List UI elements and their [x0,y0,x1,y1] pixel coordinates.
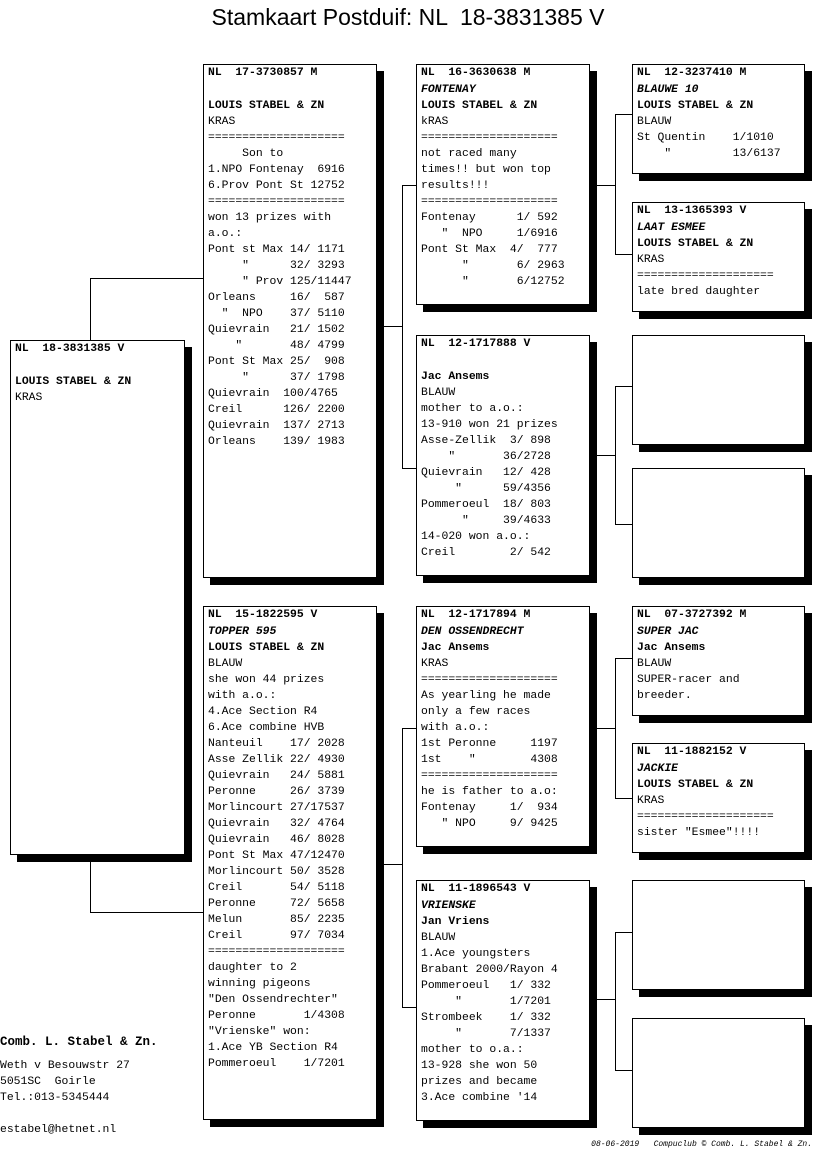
info-line: Quievrain 46/ 8028 [208,834,345,846]
owner-info [0,1034,158,1138]
connector [589,185,615,186]
info-line: Pont st Max 14/ 1171 [208,244,345,256]
pigeon-name: TOPPER 595 [208,626,277,638]
info-line: winning pigeons [208,978,311,990]
info-line: " 37/ 1798 [208,372,345,384]
info-line: he is father to a.o: [421,786,558,798]
owner-address: Weth v Besouwstr 27 [0,1060,130,1072]
info-line [208,82,376,98]
info-line: BLAUW [208,658,243,670]
breeder-name: Jac Ansems [637,642,706,654]
info-line: BLAUW [637,116,672,128]
info-line: times!! but won top [421,164,551,176]
info-line: " 36/2728 [421,451,551,463]
info-line: with a.o.: [208,690,277,702]
pigeon-name: JACKIE [637,763,679,775]
info-line: 4.Ace Section R4 [208,706,318,718]
info-line: Creil 2/ 542 [421,547,551,559]
connector [615,114,616,254]
info-line: 1st " 4308 [421,754,558,766]
info-line: 1.Ace YB Section R4 [208,1042,338,1054]
info-line: ==================== [637,270,774,282]
info-line: Pont St Max 25/ 908 [208,356,345,368]
info-line: Pommeroeul 1/ 332 [421,980,551,992]
info-line: " 7/1337 [421,1028,551,1040]
sire-sire-sire-card [632,64,805,174]
connector [402,468,417,469]
connector [615,798,633,799]
page-title: Stamkaart Postduif: NL 18-3831385 V [211,4,605,30]
sire-dam-dam-card [632,468,805,578]
info-line: 1st Peronne 1197 [421,738,558,750]
dam-dam-card [416,880,590,1121]
info-line: Peronne 26/ 3739 [208,786,345,798]
info-line: " NPO 37/ 5110 [208,308,345,320]
ring-number: NL 12-1717888 V [421,338,531,350]
ring-number: NL 15-1822595 V [208,609,318,621]
info-line: Creil 54/ 5118 [208,882,345,894]
dam-dam-dam-card [632,1018,805,1128]
pigeon-name: VRIENSKE [421,900,476,912]
info-line: " 48/ 4799 [208,340,345,352]
owner-email: estabel@hetnet.nl [0,1124,117,1136]
connector [615,658,616,798]
info-line: Quievrain 100/4765 [208,388,338,400]
info-line: 1.Ace youngsters [421,948,531,960]
dam-sire-dam-card [632,743,805,853]
ring-number: NL 13-1365393 V [637,205,747,217]
info-line: KRAS [637,254,665,266]
info-line: " NPO 1/6916 [421,228,558,240]
info-line: " 13/6137 [637,148,781,160]
connector [376,864,402,865]
info-line: ==================== [421,770,558,782]
info-line: Asse Zellik 22/ 4930 [208,754,345,766]
info-line: sister "Esmee"!!!! [637,827,761,839]
info-line: with a.o.: [421,722,490,734]
info-line: ==================== [208,196,345,208]
ring-number: NL 18-3831385 V [15,343,125,355]
info-line: she won 44 prizes [208,674,325,686]
info-line: BLAUW [637,658,672,670]
info-line: mother to o.a.: [421,1044,524,1056]
sire-dam-card [416,335,590,576]
info-line: late bred daughter [637,286,761,298]
info-line: Pont St Max 47/12470 [208,850,345,862]
owner-spacer [0,1106,158,1122]
connector [615,254,633,255]
connector [615,114,633,115]
info-line: KRAS [208,116,236,128]
info-line: Strombeek 1/ 332 [421,1012,551,1024]
info-line: mother to a.o.: [421,403,524,415]
pigeon-name: DEN OSSENDRECHT [421,626,524,638]
ring-number: NL 12-1717894 M [421,609,531,621]
info-line: Pommeroeul 1/7201 [208,1058,345,1070]
info-line: KRAS [637,795,665,807]
connector [90,856,91,912]
info-line: " NPO 9/ 9425 [421,818,558,830]
breeder-name: Jac Ansems [421,371,490,383]
ring-number: NL 07-3727392 M [637,609,747,621]
ring-number: NL 11-1882152 V [637,746,747,758]
info-line: St Quentin 1/1010 [637,132,774,144]
breeder-name: LOUIS STABEL & ZN [421,100,538,112]
info-line: "Den Ossendrechter" [208,994,338,1006]
info-line: ==================== [421,674,558,686]
info-line: prizes and became [421,1076,538,1088]
info-line: BLAUW [421,387,456,399]
dam-dam-sire-card [632,880,805,990]
info-line: Quievrain 12/ 428 [421,467,551,479]
info-line [15,358,184,374]
info-line: " 6/12752 [421,276,565,288]
info-line: a.o.: [208,228,243,240]
info-line: Peronne 1/4308 [208,1010,345,1022]
info-line: " 1/7201 [421,996,551,1008]
connector [402,185,403,468]
info-line: Fontenay 1/ 934 [421,802,558,814]
info-line: 14-020 won a.o.: [421,531,531,543]
info-line: 3.Ace combine '14 [421,1092,538,1104]
info-line: not raced many [421,148,517,160]
connector [615,932,633,933]
connector [589,999,615,1000]
connector [402,185,417,186]
pigeon-name: FONTENAY [421,84,476,96]
info-line: As yearling he made [421,690,551,702]
info-line: results!!! [421,180,490,192]
info-line: Quievrain 32/ 4764 [208,818,345,830]
info-line: " 59/4356 [421,483,551,495]
connector [589,455,615,456]
info-line: only a few races [421,706,531,718]
connector [589,728,615,729]
info-line: " 6/ 2963 [421,260,565,272]
pigeon-name: SUPER JAC [637,626,699,638]
info-line: kRAS [421,116,449,128]
subject-card [10,340,185,855]
connector [402,1007,417,1008]
ring-number: NL 16-3630638 M [421,67,531,79]
info-line: daughter to 2 [208,962,297,974]
connector [615,524,633,525]
ring-number: NL 12-3237410 M [637,67,747,79]
info-line: ==================== [208,946,345,958]
owner-city: 5051SC Goirle [0,1076,96,1088]
connector [615,932,616,1070]
info-line: Brabant 2000/Rayon 4 [421,964,558,976]
ring-number: NL 11-1896543 V [421,883,531,895]
breeder-name: LOUIS STABEL & ZN [637,100,754,112]
dam-sire-sire-card [632,606,805,716]
connector [615,658,633,659]
info-line: Pommeroeul 18/ 803 [421,499,551,511]
connector [402,728,403,1007]
breeder-name: LOUIS STABEL & ZN [637,779,754,791]
info-line [421,353,589,369]
breeder-name: Jac Ansems [421,642,490,654]
info-line: 6.Ace combine HVB [208,722,325,734]
info-line: won 13 prizes with [208,212,332,224]
info-line: 6.Prov Pont St 12752 [208,180,345,192]
owner-name: Comb. L. Stabel & Zn. [0,1035,158,1049]
breeder-name: Jan Vriens [421,916,490,928]
dam-card [203,606,377,1120]
info-line: ==================== [637,811,774,823]
connector [615,386,616,524]
info-line: Creil 126/ 2200 [208,404,345,416]
info-line: ==================== [421,132,558,144]
pigeon-name: BLAUWE 10 [637,84,699,96]
info-line: Quievrain 21/ 1502 [208,324,345,336]
breeder-name: LOUIS STABEL & ZN [637,238,754,250]
info-line: 1.NPO Fontenay 6916 [208,164,345,176]
connector [615,1070,633,1071]
dam-sire-card [416,606,590,847]
ring-number: NL 17-3730857 M [208,67,318,79]
info-line: ==================== [208,132,345,144]
info-line: "Vrienske" won: [208,1026,311,1038]
breeder-name: LOUIS STABEL & ZN [208,642,325,654]
sire-card [203,64,377,578]
breeder-name: LOUIS STABEL & ZN [15,376,132,388]
info-line: Peronne 72/ 5658 [208,898,345,910]
connector [90,912,204,913]
info-line: Morlincourt 27/17537 [208,802,345,814]
connector [90,278,204,279]
info-line: SUPER-racer and [637,674,740,686]
sire-sire-card [416,64,590,305]
info-line: Creil 97/ 7034 [208,930,345,942]
connector [376,326,402,327]
info-line: Fontenay 1/ 592 [421,212,558,224]
info-line: Orleans 16/ 587 [208,292,345,304]
sire-sire-dam-card [632,202,805,312]
sire-dam-sire-card [632,335,805,445]
info-line: Quievrain 137/ 2713 [208,420,345,432]
info-line: BLAUW [421,932,456,944]
info-line: ==================== [421,196,558,208]
info-line: Pont St Max 4/ 777 [421,244,558,256]
info-line: Orleans 139/ 1983 [208,436,345,448]
info-line: KRAS [421,658,449,670]
connector [615,386,633,387]
info-line: breeder. [637,690,692,702]
owner-phone: Tel.:013-5345444 [0,1092,110,1104]
info-line: Nanteuil 17/ 2028 [208,738,345,750]
info-line: KRAS [15,392,43,404]
info-line: " 39/4633 [421,515,551,527]
footer-credit: 08-06-2019 Compuclub © Comb. L. Stabel & Zn. [591,1140,812,1149]
info-line: Melun 85/ 2235 [208,914,345,926]
info-line: " Prov 125/11447 [208,276,352,288]
connector [402,728,417,729]
info-line: Asse-Zellik 3/ 898 [421,435,551,447]
info-line: Quievrain 24/ 5881 [208,770,345,782]
info-line: Son to [208,148,284,160]
info-line: 13-928 she won 50 [421,1060,538,1072]
info-line: 13-910 won 21 prizes [421,419,558,431]
breeder-name: LOUIS STABEL & ZN [208,100,325,112]
info-line: " 32/ 3293 [208,260,345,272]
connector [90,278,91,341]
pigeon-name: LAAT ESMEE [637,222,706,234]
info-line: Morlincourt 50/ 3528 [208,866,345,878]
